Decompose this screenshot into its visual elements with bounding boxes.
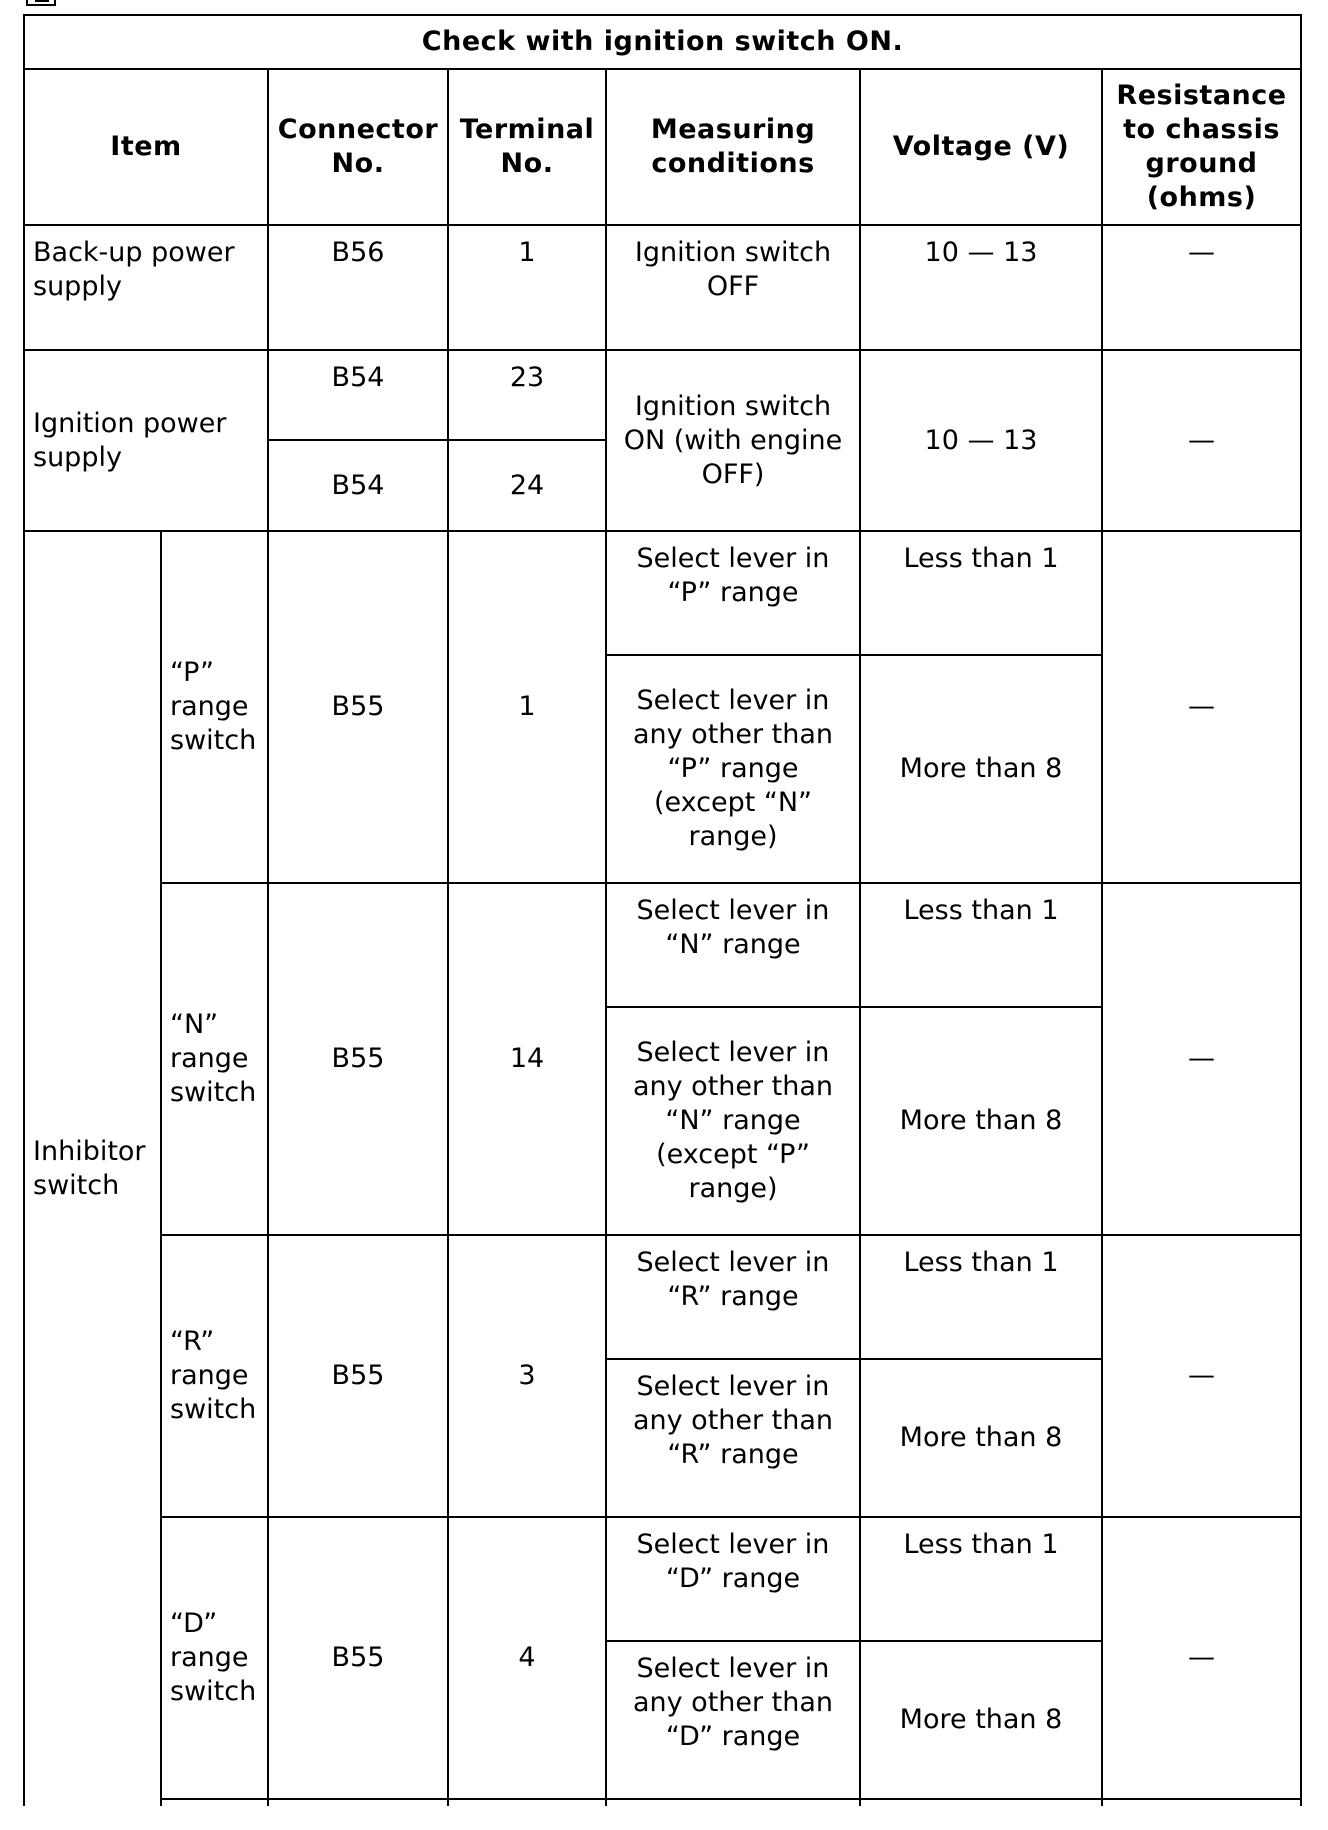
r-volt2: More than 8 [860, 1359, 1102, 1517]
r-cond1: Select lever in “R” range [606, 1235, 860, 1359]
r-cond2: Select lever in any other than “R” range [606, 1359, 860, 1517]
n-volt2: More than 8 [860, 1007, 1102, 1235]
header-row [24, 69, 1301, 225]
n-cond2: Select lever in any other than “N” range (except “P” range) [606, 1007, 860, 1235]
p-cond1: Select lever in “P” range [606, 531, 860, 655]
r-sub: “R” range switch [161, 1235, 268, 1517]
table-title: Check with ignition switch ON. [24, 15, 1301, 69]
ignition-terminal-b: 24 [448, 440, 606, 531]
n-volt1: Less than 1 [860, 883, 1102, 1007]
row-n-1 [24, 883, 1301, 1007]
ignition-item: Ignition power supply [24, 350, 268, 531]
header-resistance: Resistance to chassis ground (ohms) [1102, 69, 1301, 225]
d-sub: “D” range switch [161, 1517, 268, 1799]
ignition-condition: Ignition switch ON (with engine OFF) [606, 350, 860, 531]
backup-connector: B56 [268, 225, 448, 350]
tail-cell-volt [860, 1799, 1102, 1806]
r-volt1: Less than 1 [860, 1235, 1102, 1359]
header-terminal: Terminal No. [448, 69, 606, 225]
p-volt1: Less than 1 [860, 531, 1102, 655]
corner-mark [26, 0, 56, 6]
header-voltage: Voltage (V) [860, 69, 1102, 225]
tail-cell-res [1102, 1799, 1301, 1806]
ignition-terminal-a: 23 [448, 350, 606, 440]
backup-terminal: 1 [448, 225, 606, 350]
ignition-resistance: — [1102, 350, 1301, 531]
table-continuation [24, 1799, 1301, 1806]
backup-item: Back-up power supply [24, 225, 268, 350]
spec-table [23, 14, 1302, 1806]
r-terminal: 3 [448, 1235, 606, 1517]
p-terminal: 1 [448, 531, 606, 883]
ignition-connector-a: B54 [268, 350, 448, 440]
n-connector: B55 [268, 883, 448, 1235]
d-volt1: Less than 1 [860, 1517, 1102, 1641]
d-cond2: Select lever in any other than “D” range [606, 1641, 860, 1799]
n-sub: “N” range switch [161, 883, 268, 1235]
row-r-1 [24, 1235, 1301, 1359]
title-row [24, 15, 1301, 69]
r-resistance: — [1102, 1235, 1301, 1517]
d-resistance: — [1102, 1517, 1301, 1799]
d-connector: B55 [268, 1517, 448, 1799]
d-cond1: Select lever in “D” range [606, 1517, 860, 1641]
header-item: Item [24, 69, 268, 225]
tail-cell-sub [161, 1799, 268, 1806]
p-resistance: — [1102, 531, 1301, 883]
ignition-connector-b: B54 [268, 440, 448, 531]
header-connector: Connector No. [268, 69, 448, 225]
r-connector: B55 [268, 1235, 448, 1517]
inhibitor-item: Inhibitor switch [24, 531, 161, 1806]
row-backup [24, 225, 1301, 350]
backup-voltage: 10 — 13 [860, 225, 1102, 350]
backup-condition: Ignition switch OFF [606, 225, 860, 350]
n-terminal: 14 [448, 883, 606, 1235]
p-sub: “P” range switch [161, 531, 268, 883]
p-cond2: Select lever in any other than “P” range (except “N” range) [606, 655, 860, 883]
n-resistance: — [1102, 883, 1301, 1235]
row-ignition-a [24, 350, 1301, 440]
n-cond1: Select lever in “N” range [606, 883, 860, 1007]
d-volt2: More than 8 [860, 1641, 1102, 1799]
backup-resistance: — [1102, 225, 1301, 350]
header-conditions: Measuring conditions [606, 69, 860, 225]
ignition-voltage: 10 — 13 [860, 350, 1102, 531]
row-p-1 [24, 531, 1301, 655]
tail-cell-terminal [448, 1799, 606, 1806]
d-terminal: 4 [448, 1517, 606, 1799]
row-d-1 [24, 1517, 1301, 1641]
tail-cell-cond [606, 1799, 860, 1806]
tail-cell-connector [268, 1799, 448, 1806]
p-connector: B55 [268, 531, 448, 883]
p-volt2: More than 8 [860, 655, 1102, 883]
